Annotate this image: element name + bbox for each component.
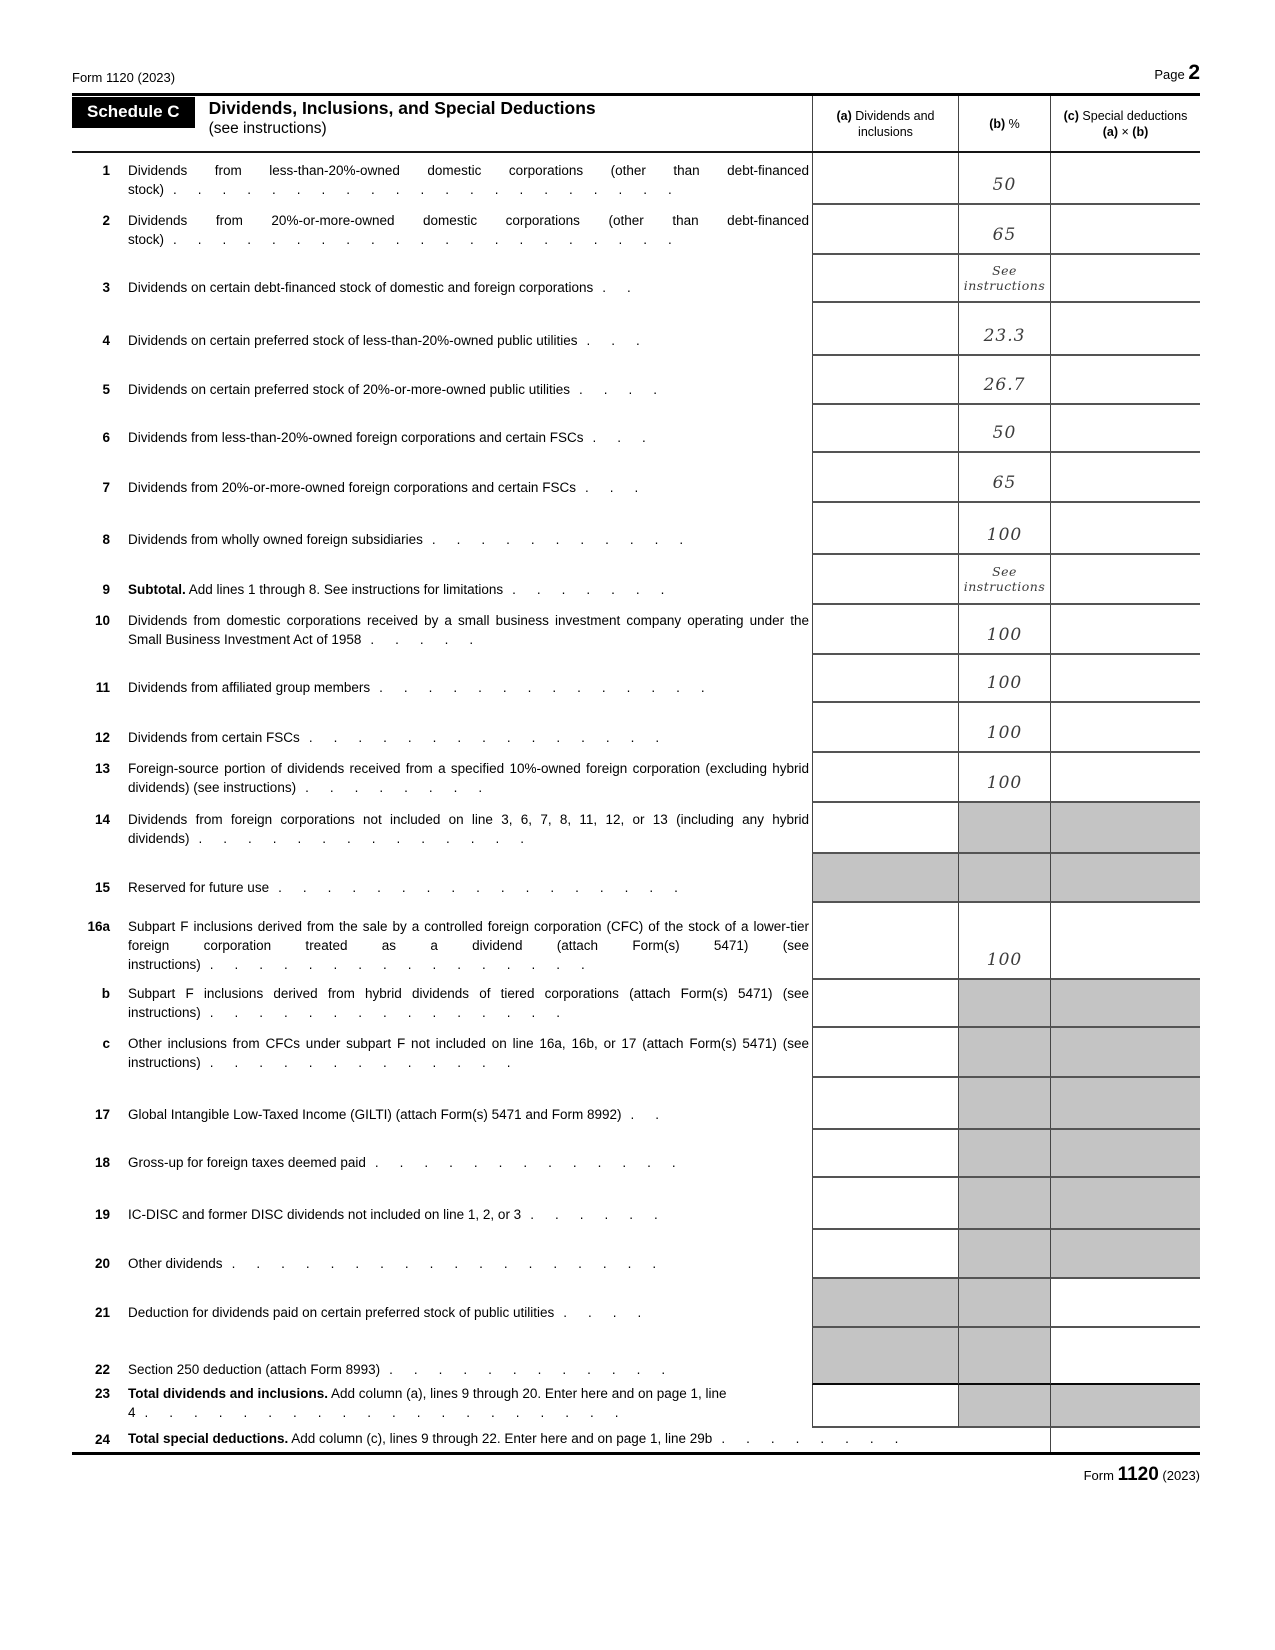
- line-description: Dividends from affiliated group members ..............: [128, 680, 726, 695]
- line-number: 7: [102, 480, 110, 495]
- dot-leader: ..: [602, 280, 652, 295]
- dot-leader: ....: [563, 1305, 663, 1320]
- col-a-cell[interactable]: [812, 903, 958, 980]
- dot-leader: ....: [578, 382, 678, 397]
- dot-leader: ...: [584, 480, 660, 495]
- line-number: 10: [94, 613, 110, 628]
- line-description: Deduction for dividends paid on certain preferred stock of public utilities ....: [128, 1305, 663, 1320]
- line-description: IC-DISC and former DISC dividends not included on line 1, 2, or 3 ......: [128, 1207, 679, 1222]
- table-row-line-1: [72, 153, 1200, 205]
- col-b-percent: 65: [958, 453, 1050, 503]
- col-b-shaded: [958, 1028, 1050, 1078]
- table-row-line-9: [72, 555, 1200, 605]
- line-description: Dividends on certain debt-financed stock of domestic and foreign corporations ..: [128, 280, 652, 295]
- page-footer: Form 1120 (2023): [1083, 1464, 1200, 1485]
- line-number: 21: [94, 1305, 110, 1320]
- line-number: 24: [94, 1432, 110, 1447]
- col-a-cell[interactable]: [812, 255, 958, 303]
- dot-leader: ...: [592, 430, 667, 445]
- col-a-cell[interactable]: [812, 303, 958, 356]
- table-row-line-18: [72, 1130, 1200, 1178]
- line-number: 14: [94, 812, 110, 827]
- col-a-cell[interactable]: [812, 1130, 958, 1178]
- line-description: Total dividends and inclusions. Add column (a), lines 9 through 20. Enter here and on page 1, line 4 ....................: [128, 1386, 727, 1420]
- dot-leader: ..............: [198, 831, 546, 846]
- schedule-c-table: [72, 93, 1200, 1455]
- table-row-line-21: [72, 1279, 1200, 1328]
- table-row-line-17: [72, 1078, 1200, 1130]
- col-a-cell[interactable]: [812, 453, 958, 503]
- col-a-cell[interactable]: [812, 703, 958, 753]
- line-number: c: [102, 1036, 110, 1051]
- col-a-cell[interactable]: [812, 405, 958, 453]
- col-a-cell[interactable]: [812, 1230, 958, 1279]
- line-description: Foreign-source portion of dividends received from a specified 10%-owned foreign corporation (excluding hybrid dividends) (see instructions) ........: [128, 761, 809, 795]
- table-row-line-22: [72, 1328, 1200, 1385]
- table-row-line-5: [72, 356, 1200, 405]
- line-description: Dividends from less-than-20%-owned domestic corporations (other than debt-financed stock) .....................: [128, 163, 809, 197]
- line-number: b: [101, 986, 110, 1001]
- line-description: Dividends from foreign corporations not included on line 3, 6, 7, 8, 11, 12, or 13 (including any hybrid dividends) ..............: [128, 812, 809, 846]
- col-b-shaded: [958, 803, 1050, 854]
- dot-leader: ..: [630, 1107, 680, 1122]
- dot-leader: ........: [721, 1431, 920, 1446]
- line-description: Dividends from wholly owned foreign subsidiaries ...........: [128, 532, 705, 547]
- col-b-shaded: [958, 1078, 1050, 1130]
- schedule-title: Dividends, Inclusions, and Special Deductions: [208, 98, 596, 118]
- col-c-cell[interactable]: [1050, 1428, 1200, 1452]
- col-a-header: (a) Dividends and inclusions: [812, 96, 958, 151]
- col-a-cell[interactable]: [812, 1078, 958, 1130]
- schedule-title-cell: [72, 96, 812, 151]
- line-number: 4: [102, 333, 110, 348]
- line-number: 1: [102, 163, 110, 178]
- col-c-shaded: [1050, 1385, 1200, 1428]
- dot-leader: .............: [374, 1155, 697, 1170]
- col-c-cell[interactable]: [1050, 903, 1200, 980]
- col-c-shaded: [1050, 1028, 1200, 1078]
- dot-leader: .................: [278, 880, 699, 895]
- table-row-line-15: [72, 854, 1200, 903]
- col-a-cell[interactable]: [812, 1385, 958, 1428]
- col-b-percent: 100: [958, 703, 1050, 753]
- table-row-line-20: [72, 1230, 1200, 1279]
- dot-leader: ...............: [209, 1005, 582, 1020]
- table-row-line-3: [72, 255, 1200, 303]
- col-b-percent: 100: [958, 503, 1050, 555]
- col-b-shaded: [958, 1279, 1050, 1328]
- line-description: Subtotal. Add lines 1 through 8. See instructions for limitations .......: [128, 582, 686, 597]
- col-a-cell[interactable]: [812, 655, 958, 703]
- col-a-cell[interactable]: [812, 980, 958, 1028]
- col-a-cell[interactable]: [812, 555, 958, 605]
- dot-leader: .....: [370, 632, 495, 647]
- line-description: Dividends from 20%-or-more-owned foreign corporations and certain FSCs ...: [128, 480, 660, 495]
- table-row-line-11: [72, 655, 1200, 703]
- table-row-line-8: [72, 503, 1200, 555]
- col-a-cell[interactable]: [812, 1028, 958, 1078]
- dot-leader: ......: [530, 1207, 679, 1222]
- table-row-line-13: [72, 753, 1200, 803]
- col-b-shaded: [958, 1230, 1050, 1279]
- dot-leader: .....................: [173, 232, 693, 247]
- col-c-shaded: [1050, 854, 1200, 903]
- col-a-cell[interactable]: [812, 205, 958, 255]
- line-description: Other inclusions from CFCs under subpart F not included on line 16a, 16b, or 17 (attach Form(s) 5471) (see instructions) .............: [128, 1036, 809, 1070]
- line-number: 15: [94, 880, 110, 895]
- col-c-shaded: [1050, 1178, 1200, 1230]
- line-number: 22: [94, 1362, 110, 1377]
- table-header-row: [72, 96, 1200, 153]
- col-c-cell[interactable]: [1050, 555, 1200, 605]
- col-a-shaded: [812, 854, 958, 903]
- col-b-shaded: [958, 1328, 1050, 1385]
- form-sheet: [72, 62, 1200, 1486]
- line-description: Dividends from certain FSCs ...............: [128, 730, 681, 745]
- dot-leader: ...........: [431, 532, 705, 547]
- schedule-badge: Schedule C: [72, 97, 195, 128]
- table-row-line-12: [72, 703, 1200, 753]
- col-c-cell[interactable]: [1050, 356, 1200, 405]
- col-b-header: (b) %: [958, 96, 1050, 151]
- col-b-percent: See instructions: [958, 555, 1050, 605]
- col-b-percent: 100: [958, 655, 1050, 703]
- col-a-cell[interactable]: [812, 753, 958, 803]
- dot-leader: ..................: [231, 1256, 678, 1271]
- col-a-shaded: [812, 1328, 958, 1385]
- col-b-shaded: [958, 1385, 1050, 1428]
- line-description: Gross-up for foreign taxes deemed paid .............: [128, 1155, 697, 1170]
- col-c-cell[interactable]: [1050, 303, 1200, 356]
- col-c-cell[interactable]: [1050, 753, 1200, 803]
- table-row-line-16b: [72, 980, 1200, 1028]
- col-b-percent: 50: [958, 405, 1050, 453]
- col-b-percent: 65: [958, 205, 1050, 255]
- dot-leader: ..............: [379, 680, 726, 695]
- col-c-cell[interactable]: [1050, 405, 1200, 453]
- col-b-shaded: [958, 1178, 1050, 1230]
- col-a-cell[interactable]: [812, 153, 958, 205]
- line-description: Global Intangible Low-Taxed Income (GILTI) (attach Form(s) 5471 and Form 8992) ..: [128, 1107, 680, 1122]
- col-b-percent: 23.3: [958, 303, 1050, 356]
- col-c-shaded: [1050, 980, 1200, 1028]
- col-c-cell[interactable]: [1050, 503, 1200, 555]
- line-number: 3: [102, 280, 110, 295]
- table-row-line-19: [72, 1178, 1200, 1230]
- line-number: 23: [94, 1386, 110, 1401]
- line-description: Subpart F inclusions derived from the sale by a controlled foreign corporation (CFC) of the stock of a lower-tier foreign corporation treated as a dividend (attach Form(s) 5471) (see instructions) ................: [128, 919, 809, 972]
- col-b-shaded: [958, 1130, 1050, 1178]
- line-number: 19: [94, 1207, 110, 1222]
- dot-leader: ........: [305, 780, 504, 795]
- line-number: 18: [94, 1155, 110, 1170]
- col-a-shaded: [812, 1279, 958, 1328]
- line-number: 6: [102, 430, 110, 445]
- col-c-cell[interactable]: [1050, 153, 1200, 205]
- dot-leader: .......: [512, 582, 686, 597]
- col-c-cell[interactable]: [1050, 605, 1200, 655]
- line-number: 13: [94, 761, 110, 776]
- line-description: Dividends on certain preferred stock of less-than-20%-owned public utilities ...: [128, 333, 661, 348]
- col-a-cell[interactable]: [812, 605, 958, 655]
- line-number: 16a: [87, 919, 110, 934]
- table-row-line-16a: [72, 903, 1200, 980]
- col-c-cell[interactable]: [1050, 1279, 1200, 1328]
- line-description: Dividends from less-than-20%-owned foreign corporations and certain FSCs ...: [128, 430, 667, 445]
- col-b-percent: 26.7: [958, 356, 1050, 405]
- line-description: Section 250 deduction (attach Form 8993) ............: [128, 1362, 687, 1377]
- dot-leader: .....................: [173, 182, 693, 197]
- col-c-cell[interactable]: [1050, 1328, 1200, 1385]
- dot-leader: ....................: [144, 1405, 640, 1420]
- line-description: Total special deductions. Add column (c), lines 9 through 22. Enter here and on page 1, line 29b ........: [128, 1431, 920, 1446]
- col-b-percent: 100: [958, 605, 1050, 655]
- dot-leader: ................: [209, 957, 606, 972]
- col-c-shaded: [1050, 803, 1200, 854]
- schedule-subtitle: (see instructions): [208, 120, 327, 137]
- table-row-line-10: [72, 605, 1200, 655]
- table-row-line-6: [72, 405, 1200, 453]
- table-row-line-23: [72, 1385, 1200, 1428]
- dot-leader: ...............: [308, 730, 681, 745]
- line-number: 12: [94, 730, 110, 745]
- col-a-cell[interactable]: [812, 356, 958, 405]
- col-a-cell[interactable]: [812, 803, 958, 854]
- line-description: Dividends from domestic corporations received by a small business investment company operating under the Small Business Investment Act of 1958 .....: [128, 613, 809, 647]
- line-number: 17: [94, 1107, 110, 1122]
- col-b-percent: 50: [958, 153, 1050, 205]
- table-row-line-2: [72, 205, 1200, 255]
- dot-leader: ............: [389, 1362, 687, 1377]
- line-description: Subpart F inclusions derived from hybrid dividends of tiered corporations (attach Form(s) 5471) (see instructions) ...............: [128, 986, 809, 1020]
- col-c-cell[interactable]: [1050, 703, 1200, 753]
- dot-leader: .............: [209, 1055, 532, 1070]
- col-c-header: (c) Special deductions (a) × (b): [1050, 96, 1200, 151]
- col-b-shaded: [958, 854, 1050, 903]
- line-description: Reserved for future use .................: [128, 880, 699, 895]
- col-c-cell[interactable]: [1050, 205, 1200, 255]
- line-description: Dividends on certain preferred stock of 20%-or-more-owned public utilities ....: [128, 382, 678, 397]
- col-a-cell[interactable]: [812, 1178, 958, 1230]
- line-number: 2: [102, 213, 110, 228]
- dot-leader: ...: [586, 333, 661, 348]
- page-header: [72, 62, 1200, 85]
- col-b-shaded: [958, 980, 1050, 1028]
- col-b-percent: See instructions: [958, 255, 1050, 303]
- col-c-shaded: [1050, 1078, 1200, 1130]
- form-id-label: Form 1120 (2023): [72, 70, 176, 85]
- line-number: 11: [95, 680, 110, 695]
- line-description: Other dividends ..................: [128, 1256, 678, 1271]
- line-description: Dividends from 20%-or-more-owned domestic corporations (other than debt-financed stock) .....................: [128, 213, 809, 247]
- col-c-shaded: [1050, 1130, 1200, 1178]
- table-row-line-14: [72, 803, 1200, 854]
- table-row-line-16c: [72, 1028, 1200, 1078]
- page-number: Page 2: [1154, 61, 1200, 84]
- col-c-cell[interactable]: [1050, 453, 1200, 503]
- line-number: 5: [102, 382, 110, 397]
- col-c-cell[interactable]: [1050, 655, 1200, 703]
- col-c-shaded: [1050, 1230, 1200, 1279]
- table-row-line-4: [72, 303, 1200, 356]
- table-row-line-24: [72, 1428, 1200, 1452]
- table-row-line-7: [72, 453, 1200, 503]
- line-number: 8: [102, 532, 110, 547]
- line-number: 20: [94, 1256, 110, 1271]
- line-number: 9: [102, 582, 110, 597]
- col-b-percent: 100: [958, 903, 1050, 980]
- col-b-percent: 100: [958, 753, 1050, 803]
- col-a-cell[interactable]: [812, 503, 958, 555]
- col-c-cell[interactable]: [1050, 255, 1200, 303]
